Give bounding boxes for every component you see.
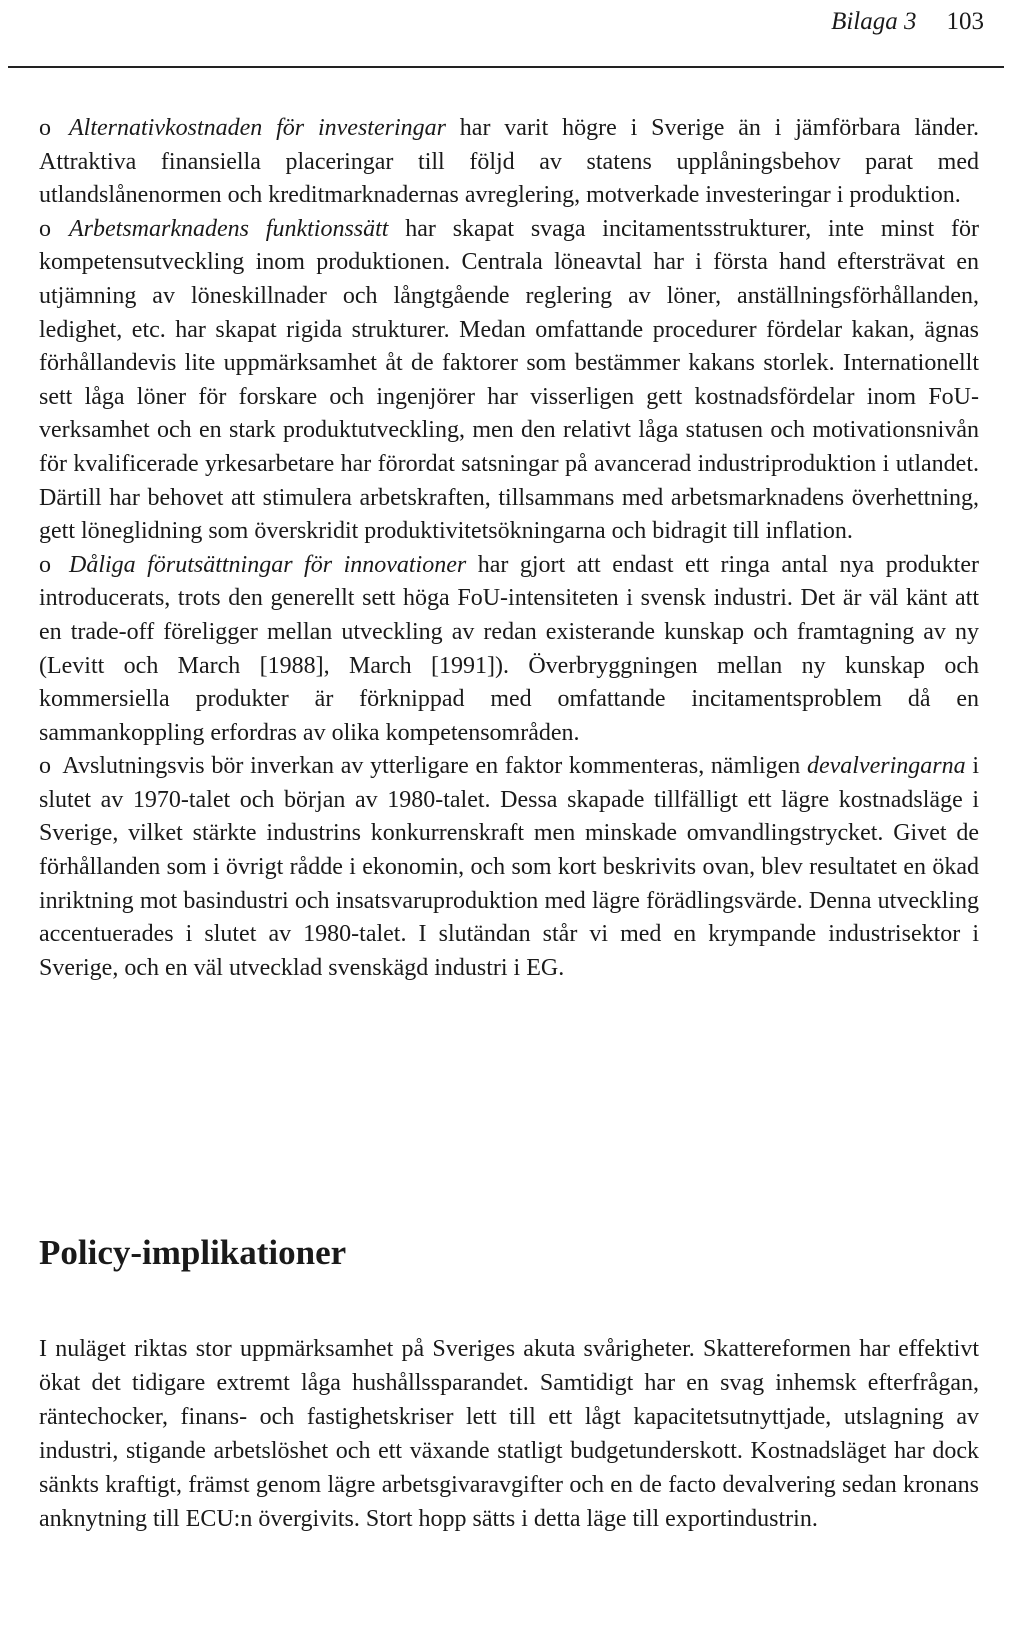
- bullet-item: [39, 112, 979, 213]
- header-rule: [8, 66, 1004, 68]
- bullet-item: [39, 213, 979, 549]
- bullet-text: har skapat svaga incitamentsstrukturer, inte minst för kompetensutveckling inom produktionen. Centrala löneavtal har i första hand eftersträvat en utjämning av löneskillnader och långtgående reglering av löner, anställningsförhållanden, ledighet, etc. har skapat rigida strukturer. Medan omfattande procedurer fördelar kakan, ägnas förhållandevis lite uppmärksamhet åt de faktorer som bestämmer kakans storlek. Internationellt sett låga löner för forskare och ingenjörer har visserligen gett kostnadsfördelar inom FoU-verksamhet och en stark produktutveckling, men den relativt låga statusen och motivationsnivån för kvalificerade yrkesarbetare har förordat satsningar på avancerad industriproduktion i utlandet. Därtill har behovet att stimulera arbetskraften, tillsammans med arbetsmarknadens överhettning, gett löneglidning som överskridit produktivitetsökningarna och bidragit till inflation.: [39, 215, 979, 545]
- bullet-item: [39, 549, 979, 751]
- section-heading: Policy-implikationer: [39, 1233, 347, 1272]
- bullet-text: har varit högre i Sverige än i jämförbara länder. Attraktiva finansiella placeringar till följd av statens upplåningsbehov parat med utlandslånenormen och kreditmarknadernas avreglering, motverkade investeringar i produktion.: [39, 115, 980, 209]
- bullet-marker: o: [39, 115, 51, 141]
- running-head-section: Bilaga 3: [831, 8, 917, 35]
- bullet-marker: o: [39, 551, 51, 578]
- bullet-term: devalveringarna: [806, 753, 966, 780]
- bullet-lead: Avslutningsvis bör inverkan av ytterligare en faktor kommenteras, nämligen: [57, 753, 807, 780]
- bullet-term: Alternativkostnaden för investeringar: [69, 115, 446, 141]
- running-head: [831, 8, 984, 36]
- page-number: 103: [946, 8, 984, 35]
- bullet-term: Dåliga förutsättningar för innovationer: [69, 551, 467, 578]
- bullet-text: i slutet av 1970-talet och början av 1980-talet. Dessa skapade tillfälligt ett lägre kostnadsläge i Sverige, vilket stärkte industrins konkurrenskraft men minskade omvandlingstrycket. Givet de förhållanden som i övrigt rådde i ekonomin, och som kort beskrivits ovan, blev resultatet en ökad inriktning mot basindustri och insatsvaruproduktion med lägre förädlingsvärde. Denna utveckling accentuerades i slutet av 1980-talet. I slutändan står vi med en krympande industrisektor i Sverige, och en väl utvecklad svenskägd industri i EG.: [39, 753, 980, 981]
- bullet-marker: o: [39, 215, 51, 242]
- policy-section: [39, 1332, 979, 1536]
- policy-paragraph: I nuläget riktas stor uppmärksamhet på Sveriges akuta svårigheter. Skattereformen har effektivt ökat det tidigare extremt låga hushållssparandet. Samtidigt har en svag inhemsk efterfrågan, räntechocker, finans- och fastighetskriser lett till ett lågt kapacitetsutnyttjade, utslagning av industri, stigande arbetslöshet och ett växande statligt budgetunderskott. Kostnadsläget har dock sänkts kraftigt, främst genom lägre arbetsgivaravgifter och en de facto devalvering sedan kronans anknytning till ECU:n övergivits. Stort hopp sätts i detta läge till exportindustrin.: [39, 1336, 979, 1532]
- bullet-list: [39, 112, 979, 985]
- bullet-marker: o: [39, 753, 51, 780]
- bullet-text: har gjort att endast ett ringa antal nya produkter introducerats, trots den generellt sett höga FoU-intensiteten i svensk industri. Det är väl känt att en trade-off föreligger mellan utveckling av redan existerande kunskap och framtagning av ny (Levitt och March [1988], March [1991]). Överbryggningen mellan ny kunskap och kommersiella produkter är förknippad med omfattande incitamentsproblem då en sammankoppling erfordras av olika kompetensområden.: [39, 551, 979, 746]
- bullet-term: Arbetsmarknadens funktionssätt: [69, 215, 389, 242]
- bullet-item: [39, 750, 979, 985]
